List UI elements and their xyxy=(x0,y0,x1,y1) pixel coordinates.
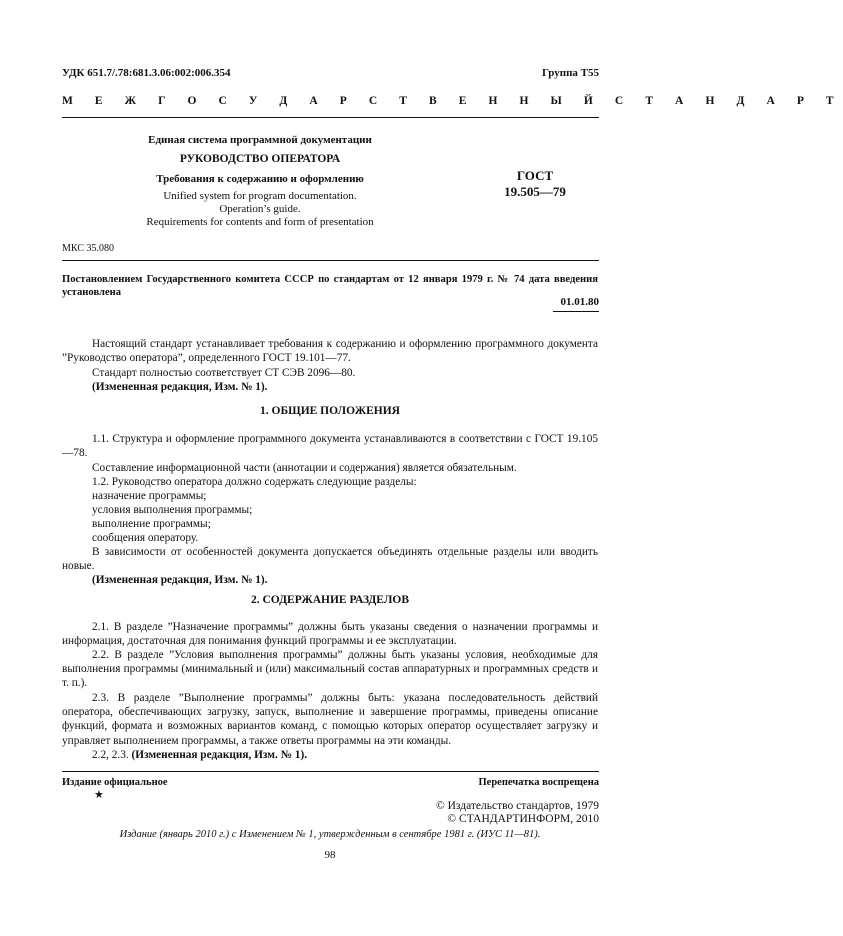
section-1-paragraph-4: В зависимости от особенностей документа допускается объединять отдельные разделы или вводить новые. xyxy=(62,546,598,573)
introduction-date: 01.01.80 xyxy=(560,296,599,308)
section-2-paragraph-2: 2.2. В разделе ”Условия выполнения программы” должны быть указаны условия, необходимые для выполнения программы (минимальный и (или) максимальный состав аппаратурных и программных средств и т. п.). xyxy=(62,649,598,690)
udk-code: УДК 651.7/.78:681.3.06:002:006.354 xyxy=(62,67,231,79)
page-number: 98 xyxy=(324,849,336,861)
list-item: сообщения оператору. xyxy=(92,532,199,544)
section-2-title: 2. СОДЕРЖАНИЕ РАЗДЕЛОВ xyxy=(250,594,410,606)
edition-note: Издание (январь 2010 г.) с Изменением № 1, утвержденным в сентябре 1981 г. (ИУС 11—81). xyxy=(119,829,541,840)
english-title-line-2: Operation’s guide. xyxy=(219,203,301,215)
section-1-paragraph-1: 1.1. Структура и оформление программного документа устанавливаются в соответствии с ГОСТ 19.105—78. xyxy=(62,433,598,460)
gost-number: 19.505—79 xyxy=(504,184,566,199)
group-code: Группа Т55 xyxy=(541,67,599,79)
section-1-paragraph-2: Составление информационной части (аннотации и содержания) является обязательным. xyxy=(92,462,517,474)
section-2-amendment-text: (Измененная редакция, Изм. № 1). xyxy=(131,749,308,761)
system-name: Единая система программной документации xyxy=(148,134,372,146)
list-item: условия выполнения программы; xyxy=(92,504,253,516)
intro-paragraph: Настоящий стандарт устанавливает требования к содержанию и оформлению программного документа ”Руководство оператора”, определенного ГОСТ 19.101—77. xyxy=(62,338,598,365)
section-1-amendment-note: (Измененная редакция, Изм. № 1). xyxy=(92,574,268,586)
footer-rule xyxy=(62,771,599,772)
document-subtitle: Требования к содержанию и оформлению xyxy=(156,173,364,185)
english-title-line-1: Unified system for program documentation. xyxy=(163,190,357,202)
mks-code: МКС 35.080 xyxy=(62,243,114,254)
official-edition-label: Издание официальное xyxy=(62,777,168,788)
list-item: выполнение программы; xyxy=(92,518,211,530)
compliance-paragraph: Стандарт полностью соответствует СТ СЭВ 2096—80. xyxy=(92,367,356,379)
date-underline xyxy=(553,311,599,312)
section-2-amendment-note xyxy=(62,748,598,762)
copyright-1979: © Издательство стандартов, 1979 xyxy=(435,800,599,812)
copyright-2010: © СТАНДАРТИНФОРМ, 2010 xyxy=(447,813,599,825)
list-item: назначение программы; xyxy=(92,490,207,502)
resolution-text: Постановлением Государственного комитета СССР по стандартам от 12 января 1979 г. № 74 дата введения установлена xyxy=(62,274,598,299)
section-1-title: 1. ОБЩИЕ ПОЛОЖЕНИЯ xyxy=(260,405,400,417)
gost-label: ГОСТ xyxy=(516,168,554,183)
english-title-line-3: Requirements for contents and form of presentation xyxy=(146,216,374,228)
intro-amendment-note: (Измененная редакция, Изм. № 1). xyxy=(92,381,268,393)
section-2-amendment-prefix: 2.2, 2.3. xyxy=(92,749,132,761)
mks-rule xyxy=(62,260,599,261)
reprint-prohibited-label: Перепечатка воспрещена xyxy=(478,777,599,788)
header-rule xyxy=(62,117,599,118)
section-2-paragraph-1: 2.1. В разделе ”Назначение программы” должны быть указаны сведения о назначении программы и информация, достаточная для понимания функций программы и ее эксплуатации. xyxy=(62,621,598,648)
section-2-paragraph-3: 2.3. В разделе ”Выполнение программы” должны быть: указана последовательность действий оператора, обеспечивающих загрузку, запуск, выполнение и завершение программы, приведены описание функций, формата и возможных вариантов команд, с помощью которых оператор осуществляет загрузку и управляет выполнением программы, а также ответы программы на эти команды. xyxy=(62,692,598,747)
section-1-paragraph-3: 1.2. Руководство оператора должно содержать следующие разделы: xyxy=(92,476,417,488)
star-icon: ★ xyxy=(94,789,104,801)
standard-type-heading: М Е Ж Г О С У Д А Р С Т В Е Н Н Ы Й С Т А Н Д А Р Т xyxy=(62,95,843,107)
document-title: РУКОВОДСТВО ОПЕРАТОРА xyxy=(179,153,341,165)
